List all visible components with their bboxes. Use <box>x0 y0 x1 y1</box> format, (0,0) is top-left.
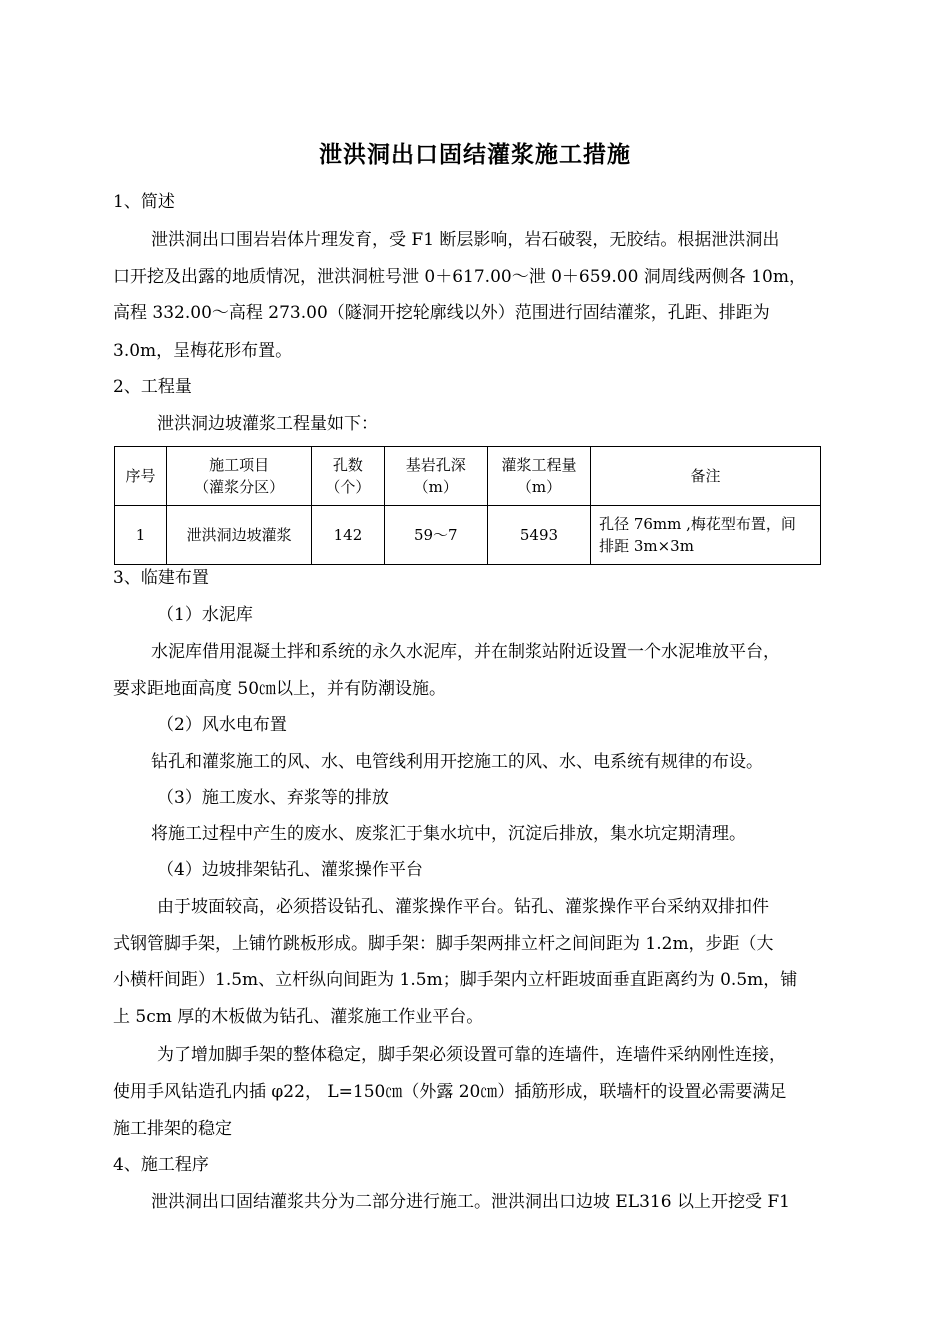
header-cell-item: 施工项目 （灌浆分区） <box>167 447 312 506</box>
subsection-text-line: 钻孔和灌浆施工的风、水、电管线利用开挖施工的风、水、电系统有规律的布设。 <box>151 752 763 772</box>
subsection-text-line: 要求距地面高度 50㎝以上，并有防潮设施。 <box>113 679 447 699</box>
section-3-heading: 3、临建布置 <box>113 568 209 588</box>
subsection-text-line: 为了增加脚手架的整体稳定，脚手架必须设置可靠的连墙件，连墙件采纳刚性连接， <box>157 1045 786 1065</box>
section-2-intro: 泄洪洞边坡灌浆工程量如下： <box>157 414 378 434</box>
subsection-text-line: 将施工过程中产生的废水、废浆汇于集水坑中，沉淀后排放，集水坑定期清理。 <box>151 824 746 844</box>
section-4-heading: 4、施工程序 <box>113 1155 209 1175</box>
subsection-heading: （3）施工废水、弃浆等的排放 <box>157 788 389 808</box>
subsection-heading: （2）风水电布置 <box>157 715 287 735</box>
section-1-text-line: 泄洪洞出口围岩岩体片理发育，受 F1 断层影响，岩石破裂，无胶结。根据泄洪洞出 <box>151 230 780 250</box>
subsection-text-line: 小横杆间距）1.5m、立杆纵向间距为 1.5m；脚手架内立杆距坡面垂直距离约为 0.5m，铺 <box>113 970 798 990</box>
table-row <box>115 506 821 565</box>
header-cell-no: 序号 <box>115 447 167 506</box>
subsection-heading: （1）水泥库 <box>157 605 253 625</box>
section-1-text-line: 口开挖及出露的地质情况，泄洪洞桩号泄 0＋617.00～泄 0＋659.00 洞周线两侧各 10m， <box>113 267 806 287</box>
section-2-heading: 2、工程量 <box>113 377 192 397</box>
section-1-heading: 1、简述 <box>113 192 175 212</box>
cell-item: 泄洪洞边坡灌浆 <box>167 506 312 565</box>
subsection-text-line: 水泥库借用混凝土拌和系统的永久水泥库，并在制浆站附近设置一个水泥堆放平台， <box>151 642 780 662</box>
cell-remarks: 孔径 76mm ,梅花型布置，间 排距 3m×3m <box>591 506 821 565</box>
subsection-heading: （4）边坡排架钻孔、灌浆操作平台 <box>157 860 423 880</box>
section-1-text-line: 3.0m，呈梅花形布置。 <box>113 341 293 361</box>
section-1-text-line: 高程 332.00～高程 273.00（隧洞开挖轮廓线以外）范围进行固结灌浆，孔距、排距为 <box>113 303 770 323</box>
section-4-text-line: 泄洪洞出口固结灌浆共分为二部分进行施工。泄洪洞出口边坡 EL316 以上开挖受 F1 <box>151 1192 790 1212</box>
subsection-text-line: 施工排架的稳定 <box>113 1119 232 1139</box>
cell-quantity: 5493 <box>487 506 590 565</box>
quantity-table <box>114 446 821 565</box>
subsection-text-line: 使用手风钻造孔内插 φ22， L=150㎝（外露 20㎝）插筋形成，联墙杆的设置必需要满足 <box>113 1082 787 1102</box>
table-header-row <box>115 447 821 506</box>
subsection-text-line: 上 5cm 厚的木板做为钻孔、灌浆施工作业平台。 <box>113 1007 484 1027</box>
subsection-text-line: 式钢管脚手架，上铺竹跳板形成。脚手架：脚手架两排立杆之间间距为 1.2m，步距（大 <box>113 934 774 954</box>
document-title: 泄洪洞出口固结灌浆施工措施 <box>319 141 631 168</box>
cell-holes: 142 <box>312 506 385 565</box>
header-cell-depth: 基岩孔深 （m） <box>384 447 487 506</box>
cell-no: 1 <box>115 506 167 565</box>
header-cell-quantity: 灌浆工程量 （m） <box>487 447 590 506</box>
subsection-text-line: 由于坡面较高，必须搭设钻孔、灌浆操作平台。钻孔、灌浆操作平台采纳双排扣件 <box>157 897 769 917</box>
header-cell-holes: 孔数 （个） <box>312 447 385 506</box>
cell-depth: 59～7 <box>384 506 487 565</box>
header-cell-remarks: 备注 <box>591 447 821 506</box>
